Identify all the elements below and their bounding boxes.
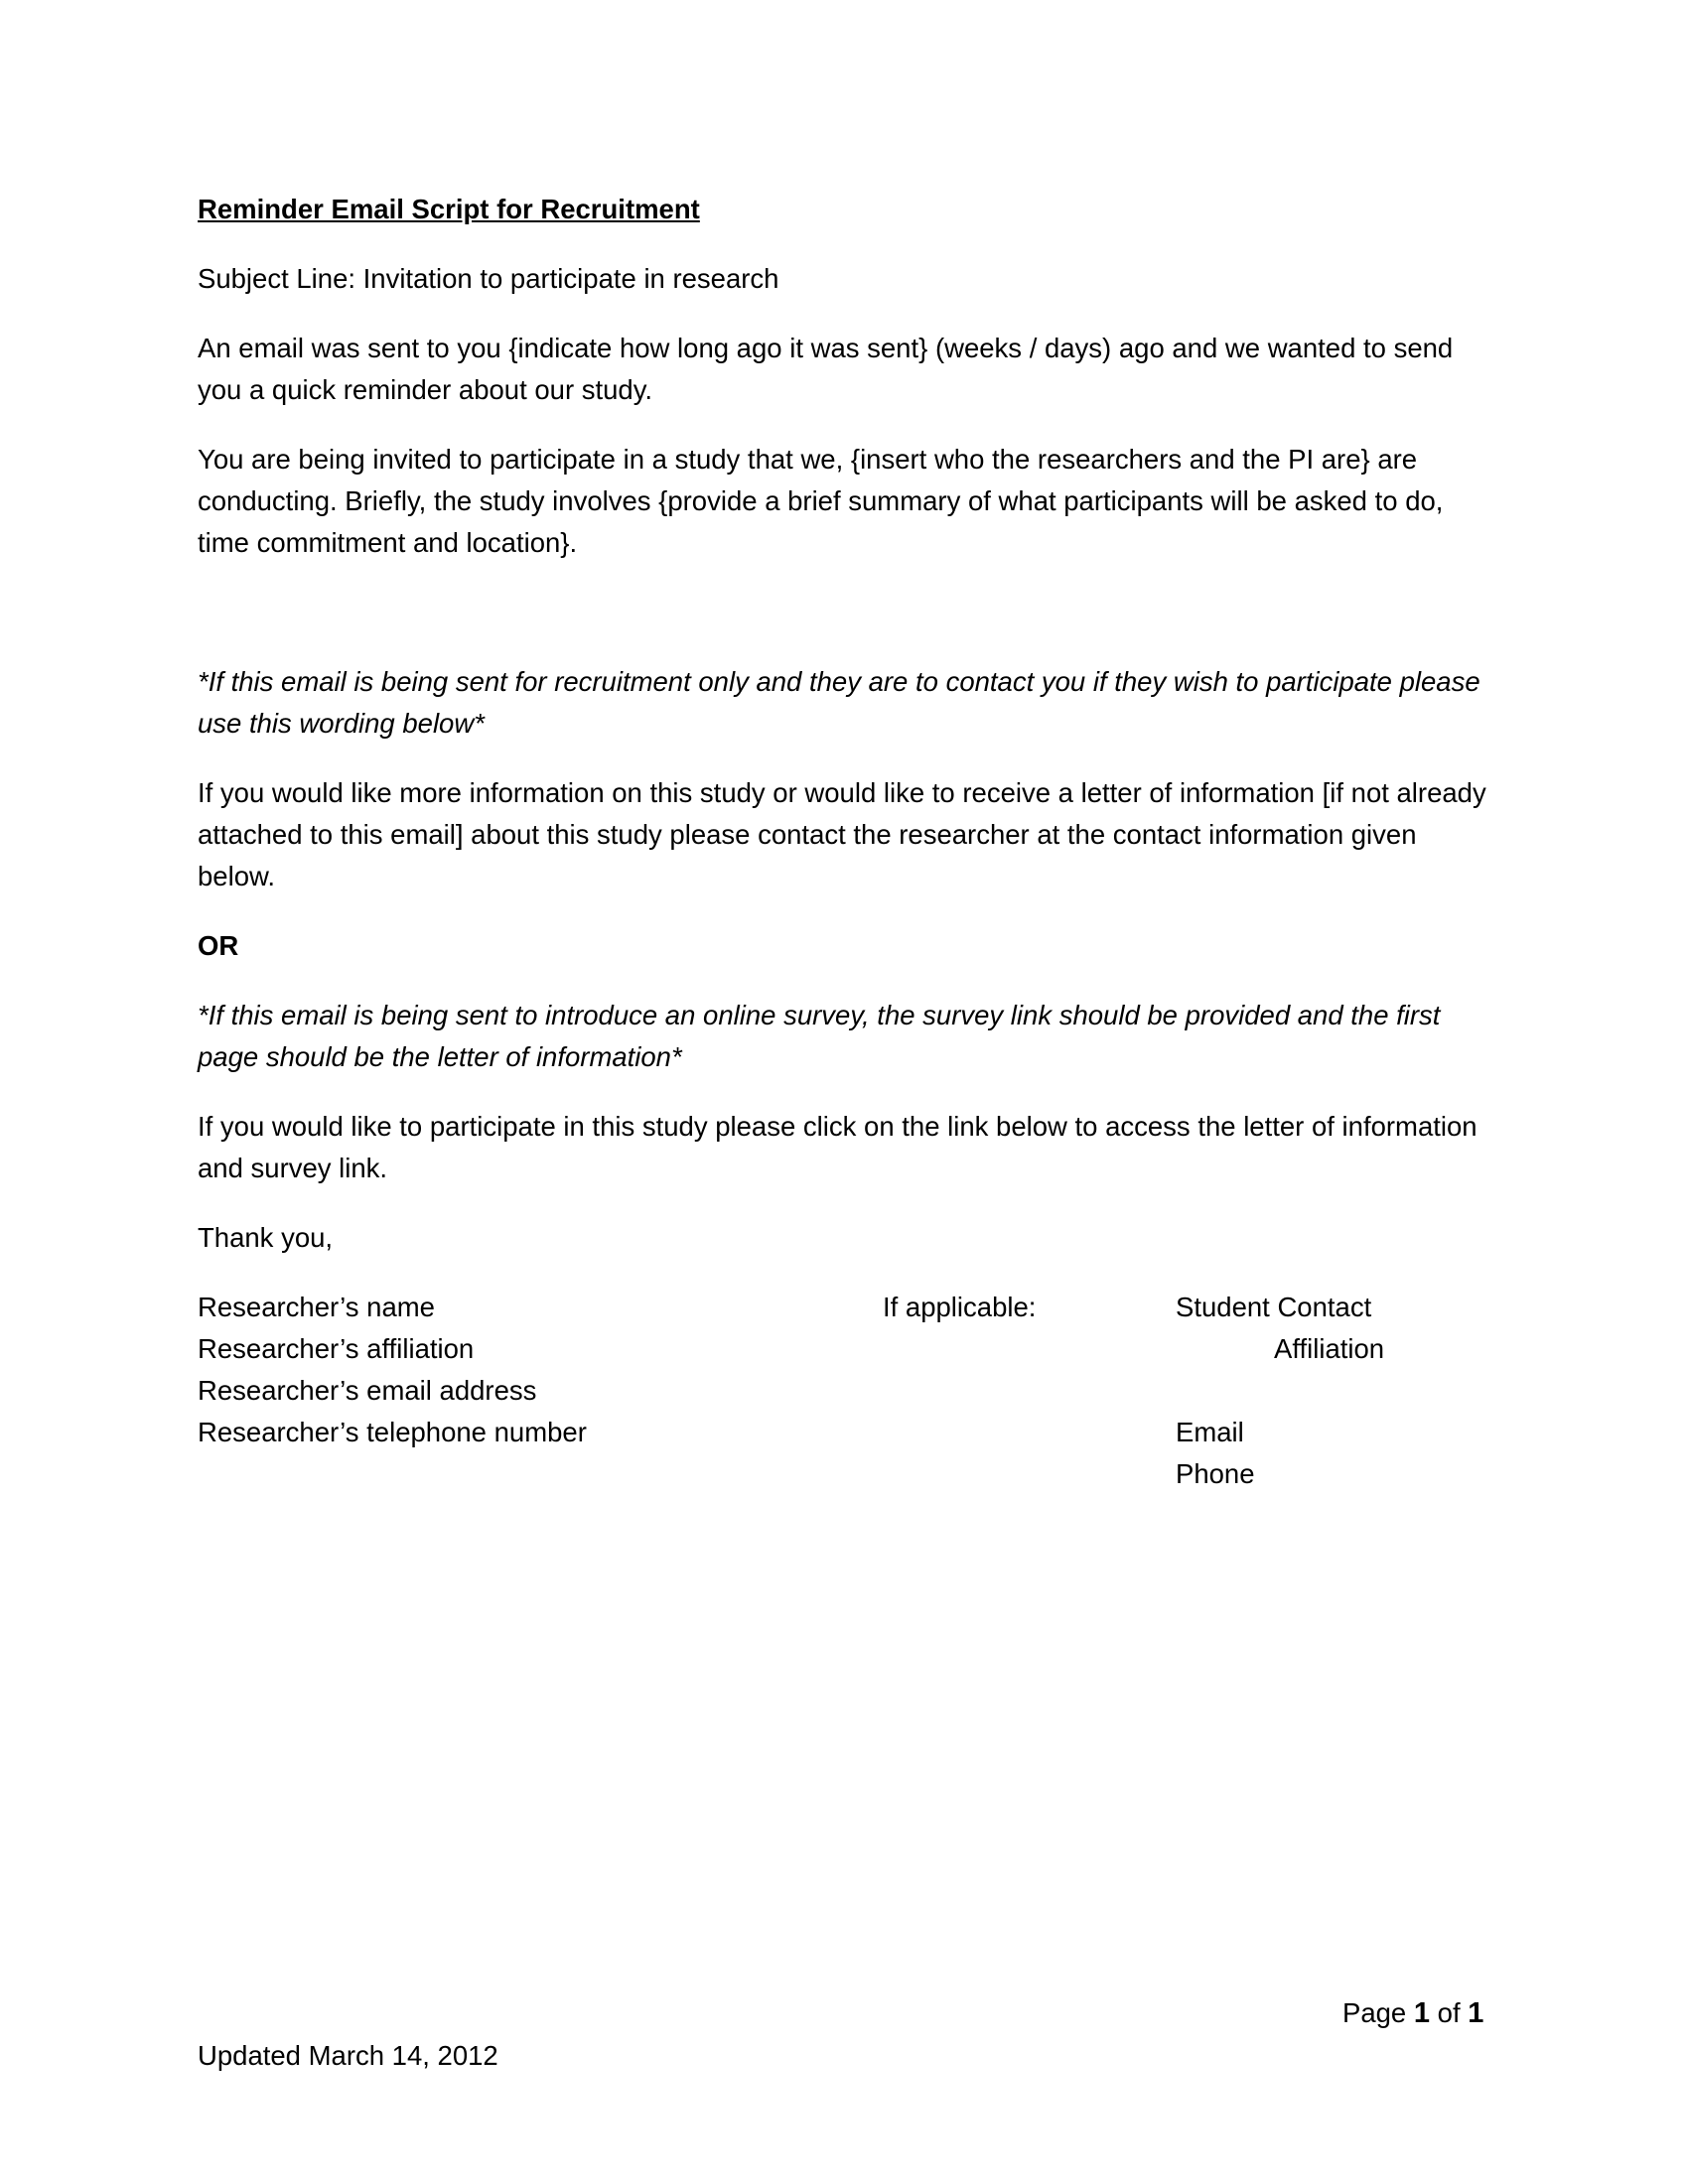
document-title: Reminder Email Script for Recruitment — [198, 194, 700, 224]
blank-line — [198, 592, 1488, 633]
or-label: OR — [198, 930, 239, 961]
page-prefix: Page — [1342, 1997, 1414, 2028]
paragraph-invite: You are being invited to participate in a study that we, {insert who the researchers and the PI are} are conducting. Briefly, the study involves {provide a brief summary of what participants will be asked to do, time commitment and location}. — [198, 444, 1444, 558]
subject-line: Subject Line: Invitation to participate in research — [198, 263, 779, 294]
note-recruitment-only: *If this email is being sent for recruitment only and they are to contact you if they wish to participate please use this wording below* — [198, 666, 1480, 739]
document-body — [198, 189, 1488, 1495]
paragraph-contact: If you would like more information on this study or would like to receive a letter of information [if not already attached to this email] about this study please contact the researcher at the contact information given below. — [198, 777, 1486, 891]
researcher-affiliation: Researcher’s affiliation — [198, 1333, 475, 1364]
student-email: Email — [1176, 1417, 1244, 1447]
if-applicable-label: If applicable: — [883, 1292, 1037, 1322]
paragraph-survey: If you would like to participate in this study please click on the link below to access the letter of information and survey link. — [198, 1111, 1477, 1183]
paragraph-reminder: An email was sent to you {indicate how long ago it was sent} (weeks / days) ago and we wanted to send you a quick reminder about our study. — [198, 333, 1454, 405]
page-total: 1 — [1468, 1997, 1484, 2029]
note-online-survey: *If this email is being sent to introduce an online survey, the survey link should be provided and the first page should be the letter of information* — [198, 1000, 1441, 1072]
page-number — [1342, 1992, 1483, 2034]
page-of: of — [1430, 1997, 1469, 2028]
student-phone: Phone — [1176, 1458, 1255, 1489]
page-current: 1 — [1413, 1997, 1431, 2029]
updated-date: Updated March 14, 2012 — [198, 2040, 498, 2071]
closing: Thank you, — [198, 1222, 334, 1253]
student-affiliation: Affiliation — [1274, 1333, 1385, 1364]
researcher-telephone: Researcher’s telephone number — [198, 1417, 587, 1447]
researcher-email: Researcher’s email address — [198, 1375, 537, 1406]
contact-block — [198, 1287, 1488, 1495]
researcher-name: Researcher’s name — [198, 1292, 435, 1322]
student-contact: Student Contact — [1176, 1292, 1372, 1322]
